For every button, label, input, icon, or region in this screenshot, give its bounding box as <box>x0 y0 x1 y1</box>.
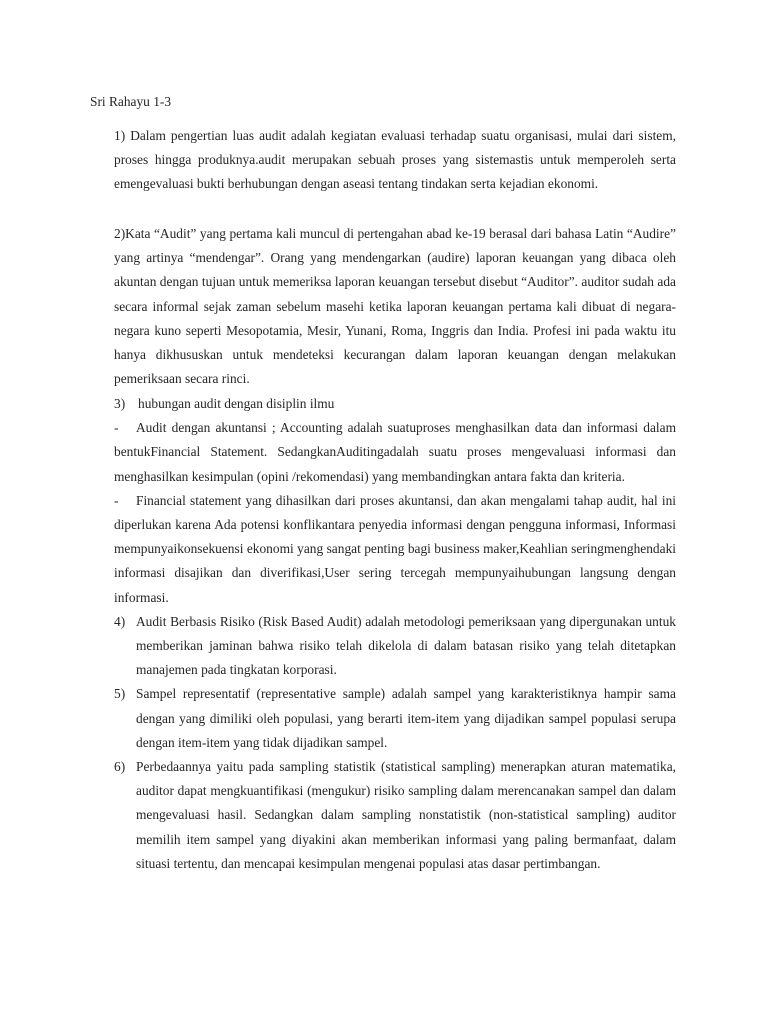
item-number-3: 3) <box>114 396 126 411</box>
document-title: Sri Rahayu 1-3 <box>90 94 172 109</box>
dash-marker: - <box>114 420 119 436</box>
item-number-4: 4) <box>114 613 126 629</box>
paragraph-3 <box>114 392 676 416</box>
item-number-6: 6) <box>114 759 126 775</box>
paragraph-2: 2)Kata “Audit” yang pertama kali muncul di pertengahan abad ke-19 berasal dari bahasa Latin “Audire” yang artinya “mendengar”. Orang yang mendengarkan (audire) laporan keuangan yang dibaca oleh akuntan dengan tujuan untuk memeriksa laporan keuangan tersebut disebut “Auditor”. auditor sudah ada secara informal sejak zaman sebelum masehi ketika laporan keuangan pertama kali dibuat di negara-negara kuno seperti Mesopotamia, Mesir, Yunani, Roma, Inggris dan India. Profesi ini pada waktu itu hanya dikhususkan untuk mendeteksi kecurangan dalam laporan keuangan dengan melakukan pemeriksaan secara rinci. <box>114 226 676 387</box>
paragraph-5-text: Sampel representatif (representative sample) adalah sampel yang karakteristiknya hampir sama dengan yang dimiliki oleh populasi, yang berarti item-item yang dijadikan sampel populasi serupa dengan item-item yang tidak dijadikan sampel. <box>136 686 676 750</box>
paragraph-6-text: Perbedaannya yaitu pada sampling statistik (statistical sampling) menerapkan aturan matematika, auditor dapat mengkuantifikasi (mengukur) risiko sampling dalam merencanakan sampel dan dalam mengevaluasi hasil. Sedangkan dalam sampling nonstatistik (non-statistical sampling) auditor memilih item sampel yang diyakini akan memberikan informasi yang paling bermanfaat, dalam situasi tertentu, dan mencapai kesimpulan mengenai populasi atas dasar pertimbangan. <box>136 759 676 871</box>
dash-item-1-text: Audit dengan akuntansi ; Accounting adalah suatuproses menghasilkan data dan informasi dalam bentukFinancial Statement. SedangkanAuditingadalah suatu proses mengevaluasi informasi dan menghasilkan kesimpulan (opini /rekomendasi) yang membandingkan antara fakta dan kriteria. <box>114 420 676 484</box>
paragraph-4 <box>114 610 676 683</box>
dash-item-1 <box>114 416 676 489</box>
item-number-5: 5) <box>114 686 126 702</box>
dash-item-2-text: Financial statement yang dihasilkan dari proses akuntansi, dan akan mengalami tahap audit, hal ini diperlukan karena Ada potensi konflikantara penyedia informasi dengan pengguna informasi, Informasi mempunyaikonsekuensi ekonomi yang sangat penting bagi business maker,Keahlian seringmenghendaki informasi disajikan dan diverifikasi,User sering tercegah mempunyaihubungan langsung dengan informasi. <box>114 492 676 605</box>
paragraph-4-text: Audit Berbasis Risiko (Risk Based Audit) adalah metodologi pemeriksaan yang dipergunakan untuk memberikan jaminan bahwa risiko telah dikelola di dalam batasan risiko yang telah ditetapkan manajemen pada tingkatan korporasi. <box>136 613 676 678</box>
paragraph-6 <box>114 755 676 876</box>
paragraph-5 <box>114 682 676 755</box>
paragraph-3-text: hubungan audit dengan disiplin ilmu <box>138 396 335 411</box>
dash-item-2 <box>114 489 676 610</box>
paragraph-3-group <box>114 392 676 876</box>
paragraph-1: 1) Dalam pengertian luas audit adalah kegiatan evaluasi terhadap suatu organisasi, mulai dari sistem, proses hingga produknya.audit merupakan sebuah proses yang sistemastis untuk memperoleh serta emengevaluasi bukti berhubungan dengan aseasi tentang tindakan serta kejadian ekonomi. <box>114 128 676 192</box>
dash-marker: - <box>114 492 119 508</box>
